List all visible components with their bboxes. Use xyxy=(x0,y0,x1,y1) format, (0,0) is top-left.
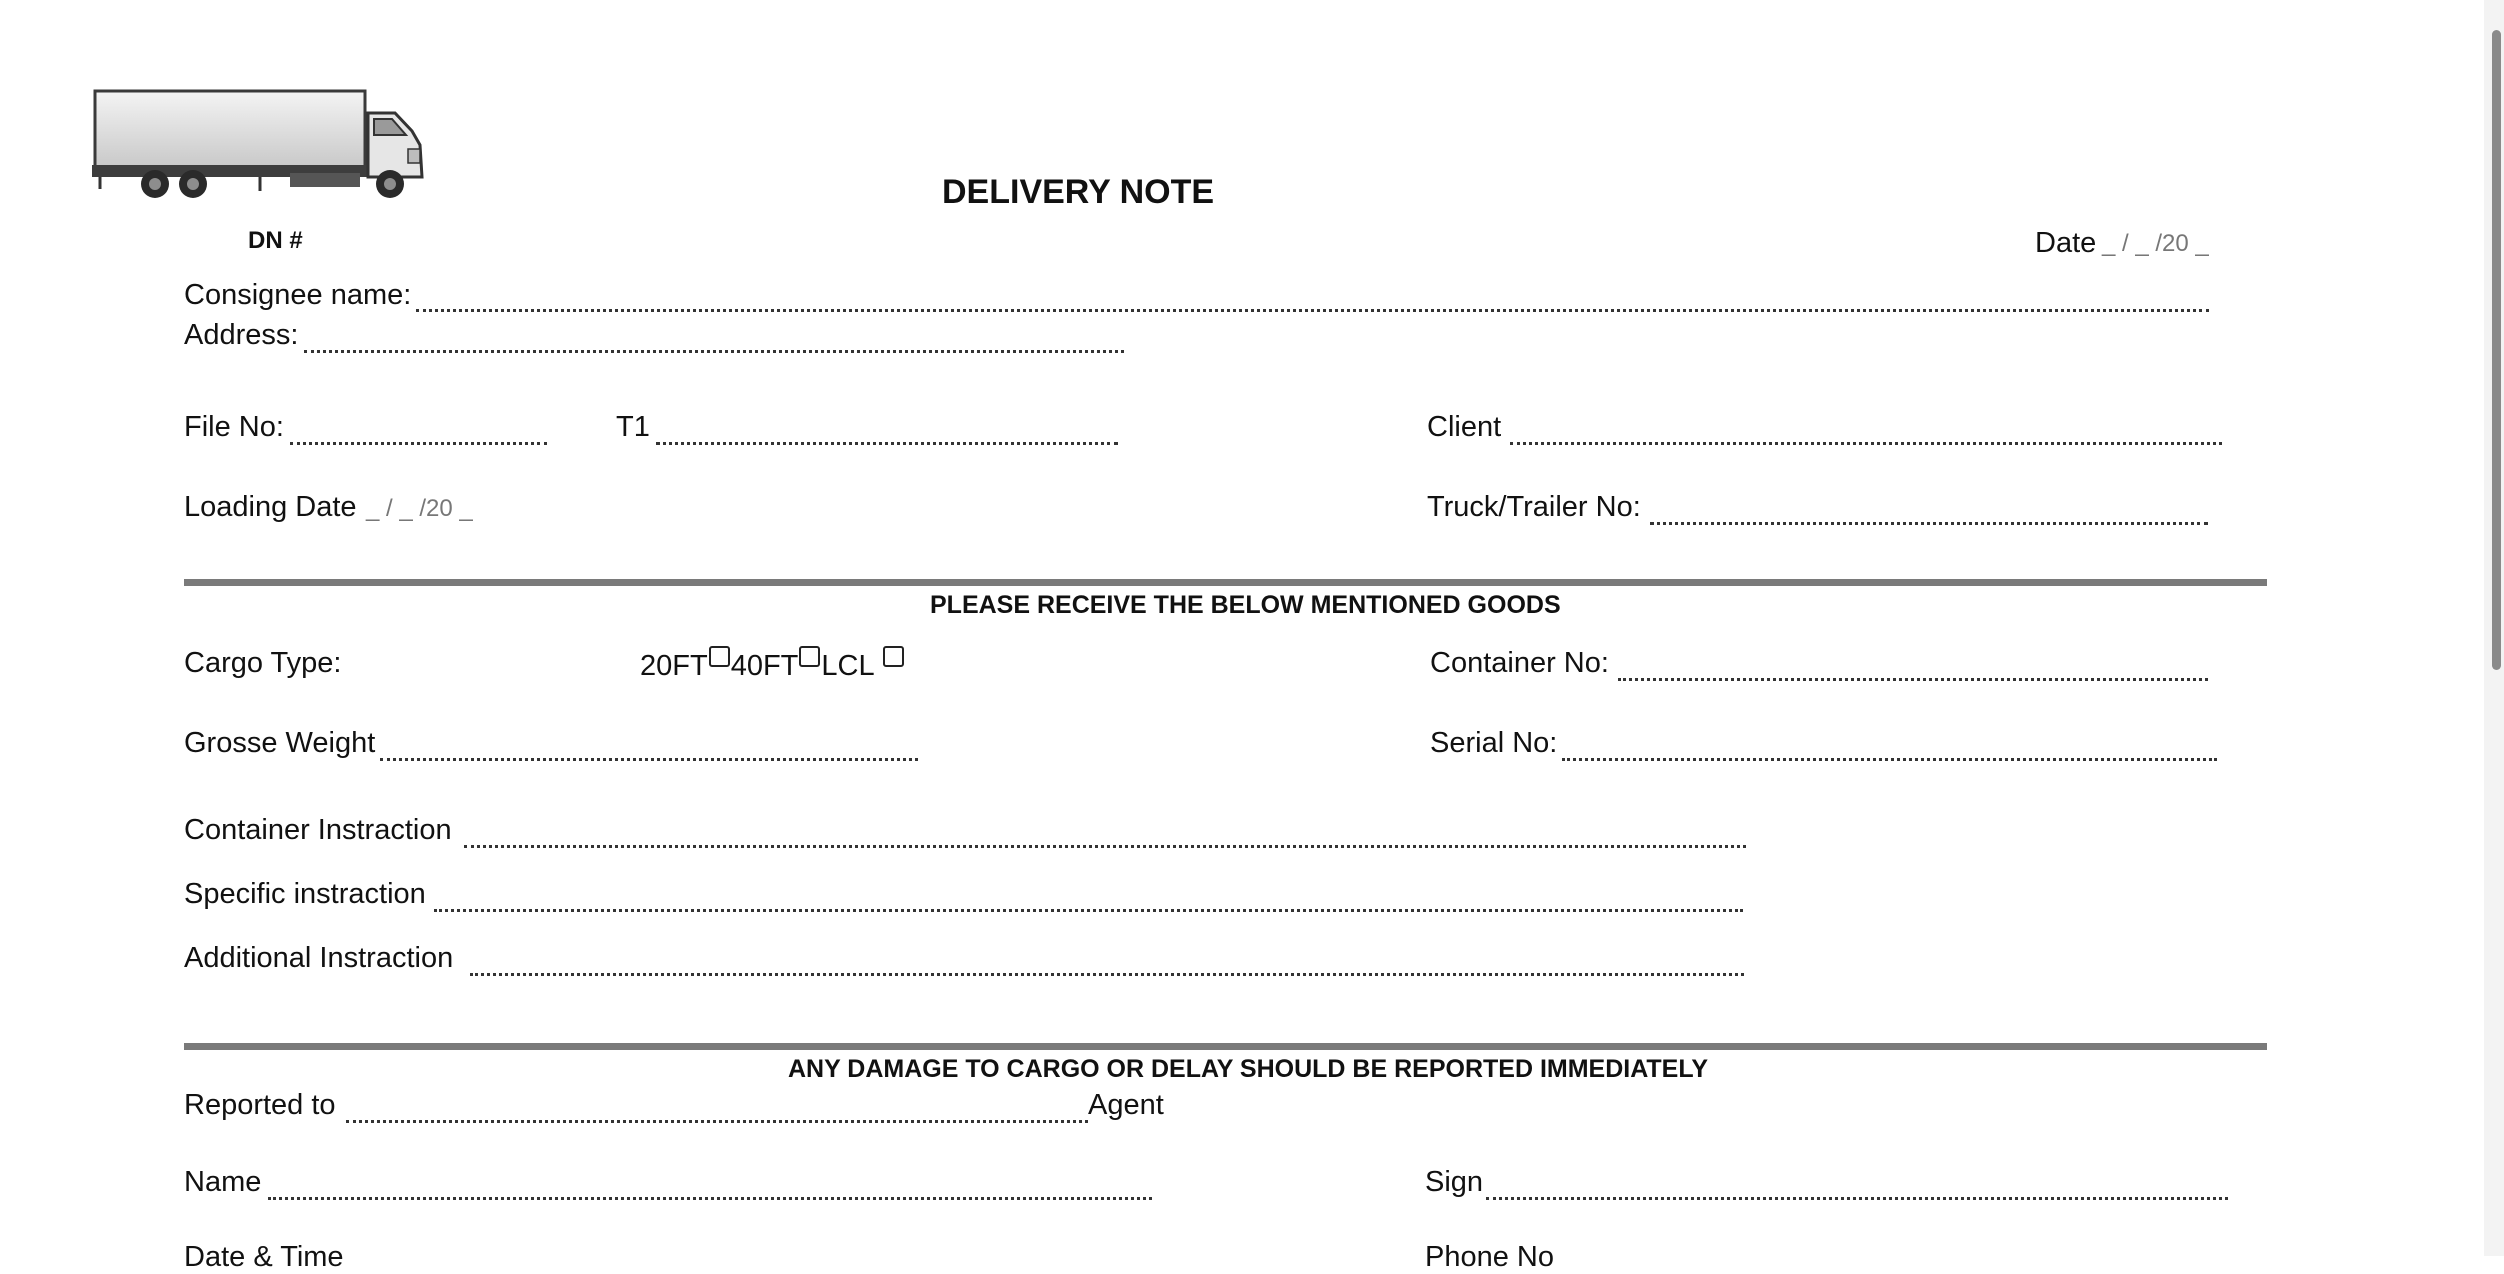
serial-no-label: Serial No: xyxy=(1430,727,1558,759)
document-title: DELIVERY NOTE xyxy=(942,173,1215,211)
container-instruction-label: Container Instraction xyxy=(184,814,452,846)
file-no-label: File No: xyxy=(184,411,284,443)
phone-no-label: Phone No xyxy=(1425,1241,1554,1273)
cargo-type-options xyxy=(640,646,905,683)
option-40ft-label: 40FT xyxy=(730,650,799,682)
serial-no-field[interactable] xyxy=(1562,758,2217,761)
t1-label: T1 xyxy=(616,411,650,443)
specific-instruction-field[interactable] xyxy=(434,909,1743,912)
gross-weight-field[interactable] xyxy=(380,758,918,761)
name-label: Name xyxy=(184,1166,262,1198)
container-instruction-field[interactable] xyxy=(464,845,1746,848)
specific-instruction-label: Specific instraction xyxy=(184,878,426,910)
date-field[interactable]: _ / _ /20 _ xyxy=(2102,230,2209,257)
consignee-name-label: Consignee name: xyxy=(184,279,412,311)
dn-number-label: DN # xyxy=(248,227,303,254)
loading-date-field[interactable]: _ / _ /20 _ xyxy=(366,495,473,522)
client-label: Client xyxy=(1427,411,1502,443)
scrollbar-thumb[interactable] xyxy=(2492,30,2501,670)
agent-label: Agent xyxy=(1088,1089,1164,1121)
damage-section-title: ANY DAMAGE TO CARGO OR DELAY SHOULD BE REPORTED IMMEDIATELY xyxy=(788,1055,1709,1083)
truck-trailer-field[interactable] xyxy=(1650,522,2208,525)
gross-weight-label: Grosse Weight xyxy=(184,727,376,759)
name-field[interactable] xyxy=(268,1197,1152,1200)
additional-instruction-field[interactable] xyxy=(470,973,1744,976)
consignee-name-field[interactable] xyxy=(416,309,2209,312)
option-40ft-checkbox[interactable] xyxy=(799,646,820,667)
address-label: Address: xyxy=(184,319,299,351)
sign-field[interactable] xyxy=(1486,1197,2228,1200)
reported-to-label: Reported to xyxy=(184,1089,336,1121)
cargo-type-label: Cargo Type: xyxy=(184,647,342,679)
section-divider xyxy=(184,1043,2267,1050)
date-label: Date xyxy=(2035,227,2097,259)
file-no-field[interactable] xyxy=(290,442,547,445)
address-field[interactable] xyxy=(304,350,1124,353)
loading-date-label: Loading Date xyxy=(184,491,357,523)
date-time-label: Date & Time xyxy=(184,1241,344,1273)
t1-field[interactable] xyxy=(656,442,1118,445)
container-no-field[interactable] xyxy=(1618,678,2208,681)
sign-label: Sign xyxy=(1425,1166,1484,1198)
goods-section-title: PLEASE RECEIVE THE BELOW MENTIONED GOODS xyxy=(930,591,1561,619)
option-20ft-label: 20FT xyxy=(640,650,708,682)
additional-instruction-label: Additional Instraction xyxy=(184,942,454,974)
reported-to-field[interactable] xyxy=(346,1120,1088,1123)
section-divider xyxy=(184,579,2267,586)
truck-trailer-label: Truck/Trailer No: xyxy=(1427,491,1641,523)
client-field[interactable] xyxy=(1510,442,2222,445)
truck-logo xyxy=(90,85,430,205)
container-no-label: Container No: xyxy=(1430,647,1609,679)
option-20ft-checkbox[interactable] xyxy=(709,646,730,667)
option-lcl-label: LCL xyxy=(821,650,874,682)
option-lcl-checkbox[interactable] xyxy=(883,646,904,667)
